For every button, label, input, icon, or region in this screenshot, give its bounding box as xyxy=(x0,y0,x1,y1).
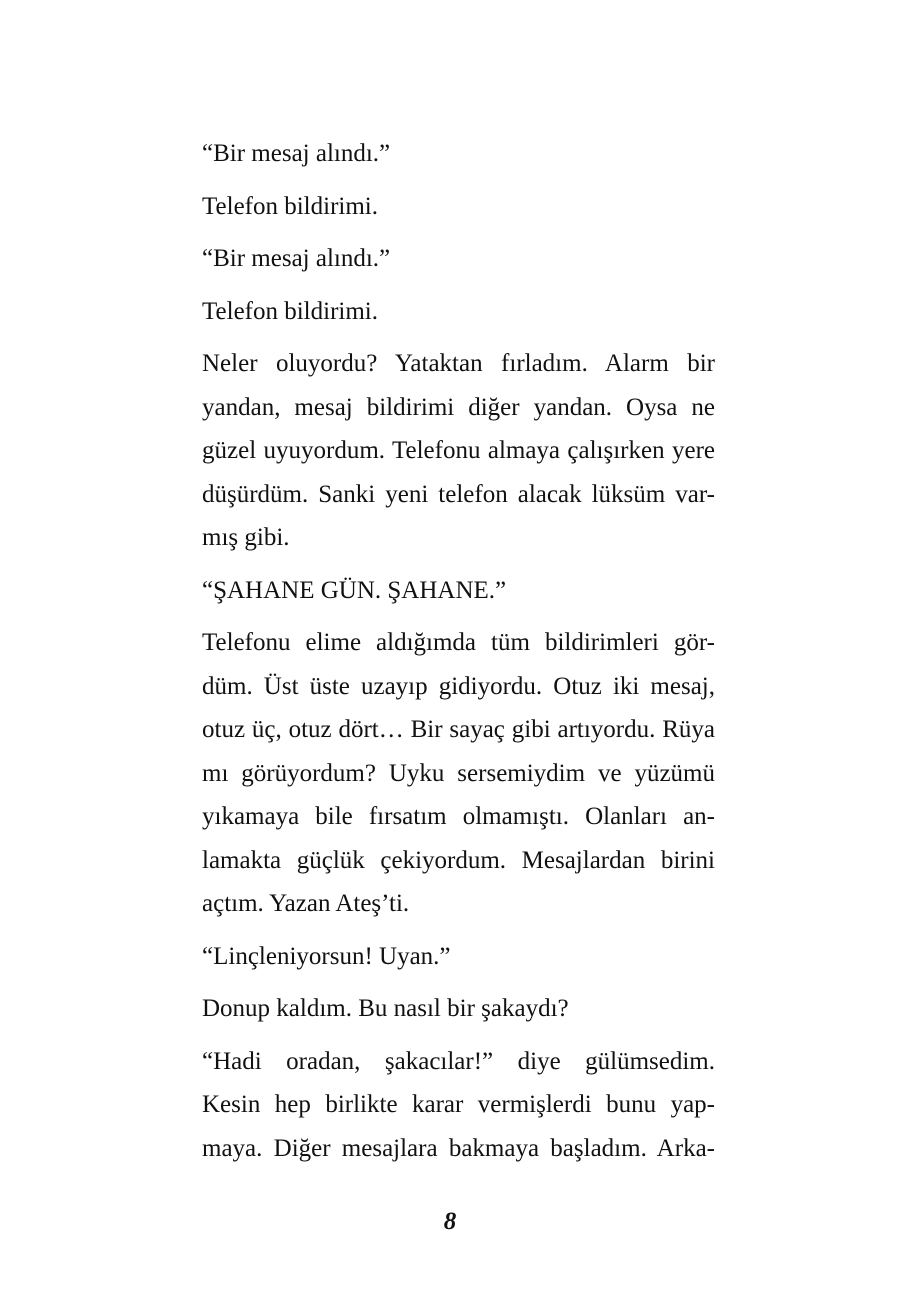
paragraph-8 xyxy=(167,935,715,979)
text-line: açtım. Yazan Ateş’ti. xyxy=(202,890,410,917)
text-line: güzel uyuyordum. Telefonu almaya çalışırken yere xyxy=(202,437,715,464)
text-line: “ŞAHANE GÜN. ŞAHANE.” xyxy=(202,576,507,604)
paragraph-5 xyxy=(167,342,715,560)
text-line: Telefonu elime aldığımda tüm bildirimleri gör- xyxy=(202,629,715,656)
text-line: düşürdüm. Sanki yeni telefon alacak lüksüm var- xyxy=(202,480,715,508)
paragraph-10 xyxy=(167,1040,715,1171)
text-line: yandan, mesaj bildirimi diğer yandan. Oysa ne xyxy=(202,393,715,421)
text-line: “Bir mesaj alındı.” xyxy=(202,140,391,167)
paragraph-4 xyxy=(167,290,715,334)
page-number: 8 xyxy=(443,1208,457,1235)
text-line: yıkamaya bile fırsatım olmamıştı. Olanları an- xyxy=(202,803,715,830)
text-line: Telefon bildirimi. xyxy=(202,192,378,220)
text-line: Kesin hep birlikte karar vermişlerdi bunu yap- xyxy=(202,1091,715,1118)
text-line: Neler oluyordu? Yataktan fırladım. Alarm bir xyxy=(202,350,715,377)
text-line: otuz üç, otuz dört… Bir sayaç gibi artıyordu. Rüya xyxy=(202,716,715,743)
text-line: mış gibi. xyxy=(202,524,290,551)
text-line: maya. Diğer mesajlara bakmaya başladım. Arka- xyxy=(202,1134,715,1162)
text-line: “Bir mesaj alındı.” xyxy=(202,245,391,272)
paragraph-6 xyxy=(167,569,715,613)
paragraph-2 xyxy=(167,185,715,229)
text-line: “Linçleniyorsun! Uyan.” xyxy=(202,942,451,970)
text-line: Telefon bildirimi. xyxy=(202,297,378,325)
text-line: lamakta güçlük çekiyordum. Mesajlardan birini xyxy=(202,846,715,874)
text-line: “Hadi oradan, şakacılar!” diye gülümsedim. xyxy=(202,1047,715,1075)
paragraph-1 xyxy=(167,132,715,176)
text-line: Donup kaldım. Bu nasıl bir şakaydı? xyxy=(202,995,569,1022)
text-line: düm. Üst üste uzayıp gidiyordu. Otuz iki mesaj, xyxy=(202,672,715,700)
text-line: mı görüyordum? Uyku sersemiydim ve yüzümü xyxy=(202,759,715,787)
paragraph-7 xyxy=(167,621,715,926)
paragraph-3 xyxy=(167,237,715,281)
body-text xyxy=(167,132,715,1179)
paragraph-9 xyxy=(167,987,715,1031)
